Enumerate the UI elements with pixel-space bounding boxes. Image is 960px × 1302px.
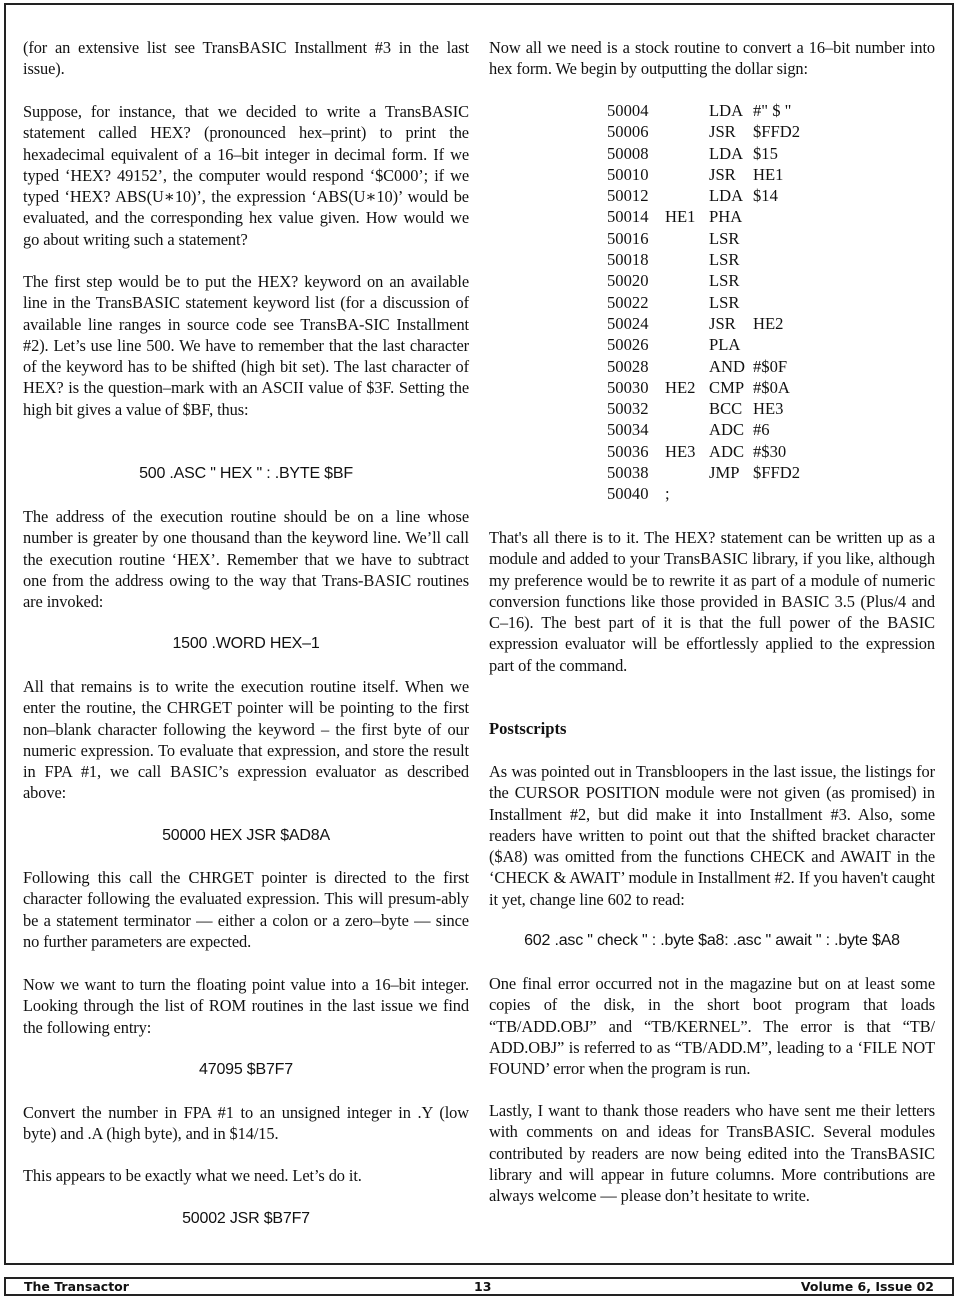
- listing-address: 50024: [607, 313, 649, 333]
- listing-opcode: CMP: [709, 377, 745, 397]
- code-line: 50000 HEX JSR $AD8A: [162, 827, 330, 844]
- listing-address: 50026: [607, 335, 649, 355]
- assembly-listing: [607, 100, 837, 505]
- listing-row: [607, 228, 837, 249]
- listing-opcode: ADC: [709, 420, 745, 440]
- paragraph: That's all there is to it. The HEX? statement can be written up as a module and added to your TransBASIC library, if you like, although my preference would be to rewrite it as part of a module of numeric conversion functions like those provided in BASIC 3.5 (Plus/4 and C–16). The best part of it is that the full power of the BASIC expression evaluator will be effortlessly applied to the expression part of the command.: [489, 528, 935, 675]
- paragraph: The first step would be to put the HEX? keyword on an available line in the TransBASIC statement keyword list (for a discussion of available line ranges in source code see TransBA-SIC Installment #2). Let’s use line 500. We have to remember that the last character of the keyword has to be shifted (high bit set). The last character of HEX? is the question–mark with an ASCII value of $3F. Setting the high bit gives a value of $BF, thus:: [23, 272, 469, 419]
- publication-name: The Transactor: [24, 1279, 129, 1294]
- listing-row: [607, 100, 837, 121]
- listing-operand: #6: [753, 420, 770, 440]
- paragraph: Now all we need is a stock routine to convert a 16–bit number into hex form. We begin by outputting the dollar sign:: [489, 38, 935, 79]
- listing-address: 50016: [607, 228, 649, 248]
- listing-address: 50028: [607, 356, 649, 376]
- code-line: 500 .ASC " HEX " : .BYTE $BF: [139, 465, 353, 482]
- paragraph: Suppose, for instance, that we decided to write a TransBASIC statement called HEX? (pronounced hex–print) to print the hexadecimal equivalent of a 16–bit integer in decimal form. If we typed ‘HEX? 49152’, the computer would respond ‘$C000’; if we typed ‘HEX? ABS(U∗10)’, the expression ‘ABS(U∗10)’ would be evaluated, and the corresponding hex value given. How would we go about writing such a statement?: [23, 102, 469, 249]
- listing-row: [607, 377, 837, 398]
- listing-label: HE3: [665, 441, 696, 461]
- listing-opcode: LDA: [709, 143, 744, 163]
- listing-opcode: PHA: [709, 207, 743, 227]
- section-heading: Postscripts: [489, 719, 567, 738]
- listing-address: 50012: [607, 186, 649, 206]
- listing-row: [607, 185, 837, 206]
- listing-operand: #$0A: [753, 377, 790, 397]
- listing-row: [607, 292, 837, 313]
- listing-opcode: LSR: [709, 292, 740, 312]
- listing-operand: #$30: [753, 441, 787, 461]
- listing-row: [607, 164, 837, 185]
- listing-row: [607, 206, 837, 227]
- listing-opcode: LSR: [709, 250, 740, 270]
- listing-address: 50022: [607, 292, 649, 312]
- listing-address: 50020: [607, 271, 649, 291]
- listing-address: 50010: [607, 164, 649, 184]
- listing-opcode: JMP: [709, 463, 740, 483]
- listing-label: HE2: [665, 377, 696, 397]
- listing-opcode: JSR: [709, 313, 736, 333]
- code-line: 1500 .WORD HEX–1: [172, 635, 320, 652]
- listing-row: [607, 313, 837, 334]
- listing-opcode: LDA: [709, 101, 744, 120]
- listing-row: [607, 356, 837, 377]
- listing-row: [607, 398, 837, 419]
- issue-label: Volume 6, Issue 02: [800, 1279, 934, 1294]
- paragraph: Now we want to turn the floating point value into a 16–bit integer. Looking through the list of ROM routines in the last issue we find the following entry:: [23, 975, 469, 1037]
- paragraph: Following this call the CHRGET pointer is directed to the first character following the evaluated expression. This will presum-ably be a statement terminator — either a colon or a zero–byte — since no further parameters are expected.: [23, 868, 469, 951]
- paragraph: Convert the number in FPA #1 to an unsigned integer in .Y (low byte) and .A (high byte), and in $14/15.: [23, 1103, 469, 1144]
- listing-operand: $15: [753, 143, 778, 163]
- listing-opcode: JSR: [709, 164, 736, 184]
- listing-opcode: LDA: [709, 186, 744, 206]
- listing-opcode: LSR: [709, 228, 740, 248]
- listing-row: [607, 483, 837, 504]
- paragraph: Lastly, I want to thank those readers who have sent me their letters with comments on and ideas for TransBASIC. Several modules contributed by readers are now being edited into the TransBASIC library and will appear in future columns. More contributions are always welcome — please don’t hesitate to write.: [489, 1101, 935, 1206]
- listing-operand: HE2: [753, 313, 784, 333]
- listing-row: [607, 419, 837, 440]
- listing-address: 50008: [607, 143, 649, 163]
- listing-operand: #$0F: [753, 356, 788, 376]
- page-number: 13: [474, 1279, 492, 1294]
- listing-address: 50032: [607, 399, 649, 419]
- listing-row: [607, 143, 837, 164]
- listing-opcode: AND: [709, 356, 745, 376]
- listing-label: HE1: [665, 207, 696, 227]
- listing-operand: $14: [753, 186, 778, 206]
- listing-operand: $FFD2: [753, 463, 801, 483]
- paragraph: As was pointed out in Transbloopers in the last issue, the listings for the CURSOR POSITION module were not given (as promised) in Installment #2, but did make it into Installment #3. Also, some readers have written to point out that the shifted bracket character ($A8) was omitted from the functions CHECK and AWAIT in the ‘CHECK & AWAIT’ module in Installment #2. If you haven't caught it yet, change line 602 to read:: [489, 762, 935, 909]
- listing-opcode: JSR: [709, 122, 736, 142]
- code-line: 602 .asc " check " : .byte $a8: .asc " await " : .byte $A8: [524, 932, 900, 949]
- listing-opcode: PLA: [709, 335, 741, 355]
- page-footer: [4, 1277, 954, 1296]
- paragraph: (for an extensive list see TransBASIC Installment #3 in the last issue).: [23, 38, 469, 79]
- listing-row: [607, 462, 837, 483]
- listing-address: 50040: [607, 484, 649, 504]
- listing-operand: $FFD2: [753, 122, 801, 142]
- listing-row: [607, 249, 837, 270]
- listing-row: [607, 270, 837, 291]
- listing-address: 50004: [607, 101, 649, 120]
- code-line: 47095 $B7F7: [199, 1061, 293, 1078]
- listing-operand: HE1: [753, 164, 784, 184]
- listing-address: 50038: [607, 463, 649, 483]
- listing-address: 50034: [607, 420, 649, 440]
- listing-operand: #" $ ": [753, 101, 792, 120]
- listing-operand: HE3: [753, 399, 784, 419]
- listing-address: 50018: [607, 250, 649, 270]
- listing-address: 50030: [607, 377, 649, 397]
- paragraph: All that remains is to write the execution routine itself. When we enter the routine, the CHRGET pointer will be pointing to the first non–blank character following the keyword – the first byte of our numeric expression. To evaluate that expression, and store the result in FPA #1, we call BASIC’s expression evaluator as described above:: [23, 677, 469, 803]
- listing-opcode: LSR: [709, 271, 740, 291]
- code-line: 50002 JSR $B7F7: [182, 1210, 310, 1227]
- paragraph: One final error occurred not in the magazine but on at least some copies of the disk, in the short boot program that loads “TB/ADD.OBJ” and “TB/KERNEL”. The error is that “TB/ ADD.OBJ” is referred to as “TB/ADD.M”, leading to a ‘FILE NOT FOUND’ error when the program is run.: [489, 974, 935, 1079]
- listing-row: [607, 441, 837, 462]
- listing-address: 50014: [607, 207, 649, 227]
- listing-address: 50036: [607, 441, 649, 461]
- paragraph: This appears to be exactly what we need. Let’s do it.: [23, 1166, 362, 1185]
- paragraph: The address of the execution routine should be on a line whose number is greater by one thousand than the keyword line. We’ll call the execution routine ‘HEX’. Remember that we have to subtract one from the address owing to the way that Trans-BASIC routines are invoked:: [23, 507, 469, 612]
- listing-opcode: ADC: [709, 441, 745, 461]
- listing-address: 50006: [607, 122, 649, 142]
- listing-row: [607, 121, 837, 142]
- listing-row: [607, 334, 837, 355]
- listing-label: ;: [665, 484, 670, 504]
- listing-opcode: BCC: [709, 399, 743, 419]
